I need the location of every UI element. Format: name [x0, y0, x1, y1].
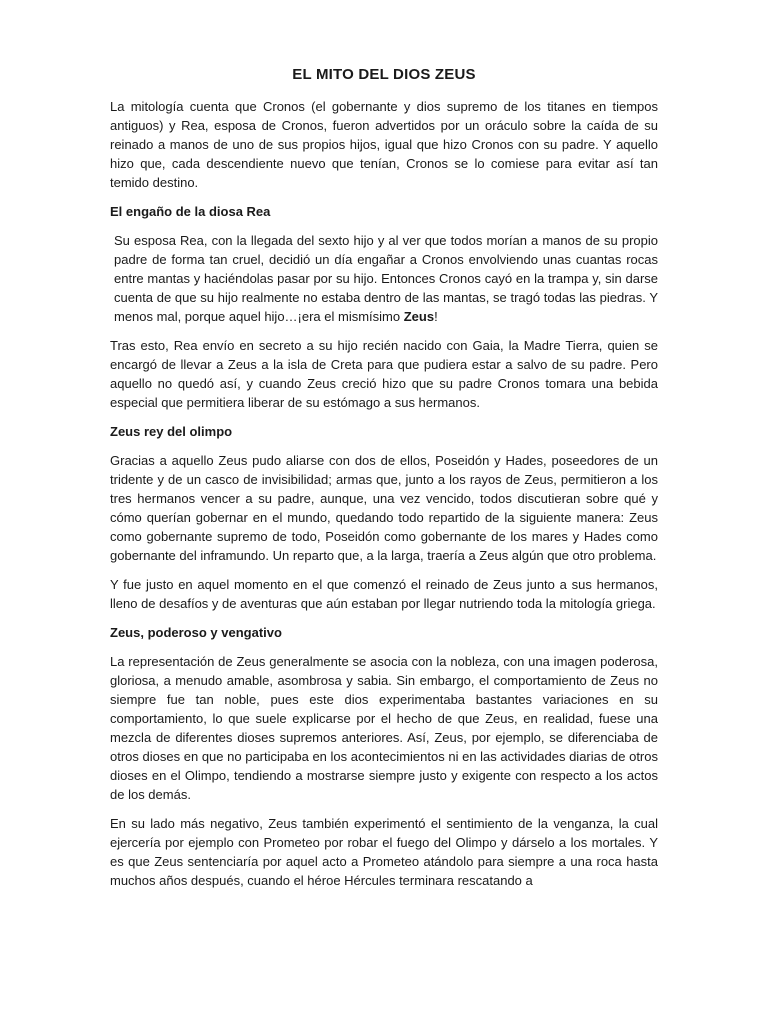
paragraph-rea-deception-text: Su esposa Rea, con la llegada del sexto hijo y al ver que todos morían a manos de su propio padre de forma tan cruel, decidió un día engañar a Cronos envolviendo unas cuantas rocas entre mantas y haciéndolas pasar por su hijo. Entonces Cronos cayó en la trampa y, sin darse cuenta de que su hijo realmente no estaba dentro de las mantas, se tragó todas las piedras. Y menos mal, porque aquel hijo…¡era el mismísimo: [114, 233, 658, 324]
zeus-bold-name: Zeus: [403, 309, 435, 324]
section-heading-olympus: Zeus rey del olimpo: [110, 424, 233, 439]
paragraph-gaia-crete: Tras esto, Rea envío en secreto a su hijo recién nacido con Gaia, la Madre Tierra, quien se encargó de llevar a Zeus a la isla de Creta para que pudiera estar a salvo de su padre. Pero aquello no quedó así, y cuando Zeus creció hizo que su padre Cronos tomara una bebida especial que permitiera liberar de su estómago a sus hermanos.: [110, 338, 658, 410]
document-page: [110, 66, 658, 900]
paragraph-rea-deception-end: !: [434, 309, 438, 324]
paragraph-reign-begins: Y fue justo en aquel momento en el que comenzó el reinado de Zeus junto a sus hermanos, lleno de desafíos y de aventuras que aún estaban por llegar nutriendo toda la mitología griega.: [110, 577, 658, 611]
document-title: EL MITO DEL DIOS ZEUS: [292, 66, 476, 83]
paragraph-brothers-alliance: Gracias a aquello Zeus pudo aliarse con dos de ellos, Poseidón y Hades, poseedores de un tridente y de un casco de invisibilidad; armas que, junto a los rayos de Zeus, permitieron a los tres hermanos vencer a su padre, aunque, una vez vencido, todos discutieran sobre qué y cómo querían gobernar en el mundo, quedando todo repartido de la siguiente manera: Zeus como gobernante supremo de todo, Poseidón como gobernante de los mares y Hades como gobernante del inframundo. Un reparto que, a la larga, traería a Zeus algún que otro problema.: [110, 453, 658, 563]
paragraph-rea-deception: [110, 231, 658, 326]
paragraph-intro: La mitología cuenta que Cronos (el gobernante y dios supremo de los titanes en tiempos antiguos) y Rea, esposa de Cronos, fueron advertidos por un oráculo sobre la caída de su reinado a manos de uno de sus propios hijos, igual que hizo Cronos con su padre. Y aquello hizo que, cada descendiente nuevo que tenían, Cronos se lo comiese para evitar así tan temido destino.: [110, 99, 658, 190]
section-heading-vengeful: Zeus, poderoso y vengativo: [110, 625, 282, 640]
section-heading-rea: El engaño de la diosa Rea: [110, 204, 271, 219]
paragraph-representation: La representación de Zeus generalmente se asocia con la nobleza, con una imagen poderosa, gloriosa, a menudo amable, asombrosa y sabia. Sin embargo, el comportamiento de Zeus no siempre fue tan noble, pues este dios experimentaba bastantes variaciones en su comportamiento, lo que suele explicarse por el hecho de que Zeus, en realidad, fuese una mezcla de diferentes dioses supremos anteriores. Así, Zeus, por ejemplo, se diferenciaba de otros dioses en que no participaba en los acontecimientos ni en las actividades diarias de otros dioses en el Olimpo, tendiendo a mostrarse siempre justo y exigente con respecto a los actos de los demás.: [110, 654, 658, 802]
paragraph-vengeance: En su lado más negativo, Zeus también experimentó el sentimiento de la venganza, la cual ejercería por ejemplo con Prometeo por robar el fuego del Olimpo y dárselo a los mortales. Y es que Zeus sentenciaría por aquel acto a Prometeo atándolo para siempre a una roca hasta muchos años después, cuando el héroe Hércules terminara rescatando a: [110, 816, 658, 888]
